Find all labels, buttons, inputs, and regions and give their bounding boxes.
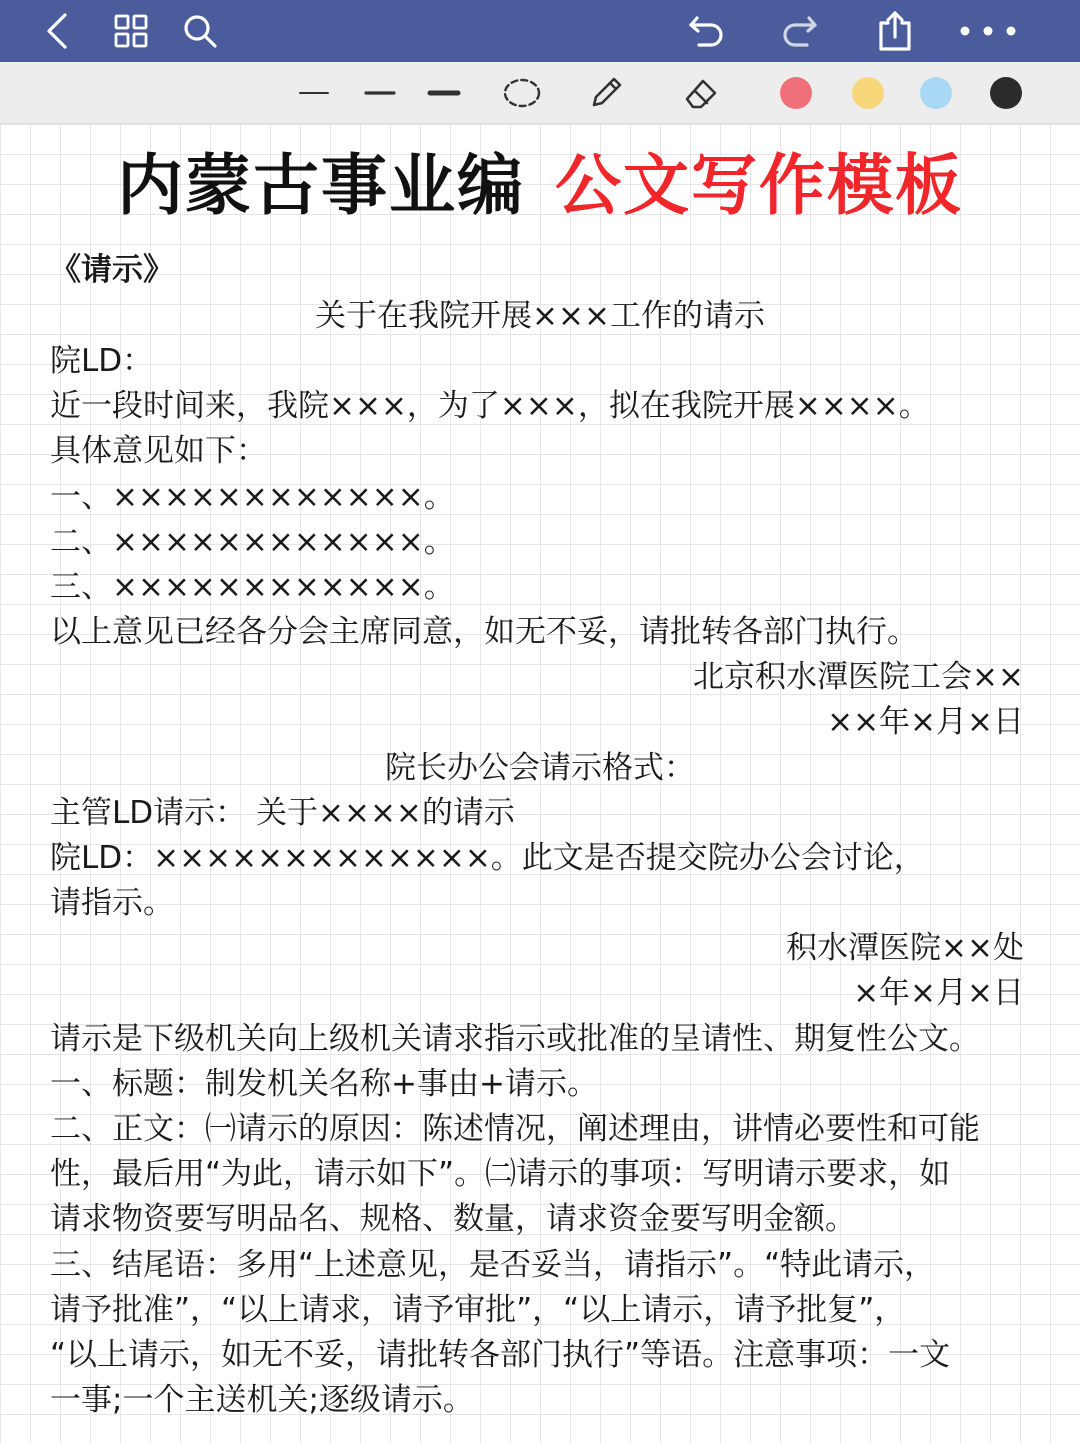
color-yellow-button[interactable]: [850, 62, 886, 124]
list-item: 一、××××××××××××。: [50, 479, 455, 515]
body-line: 请予批准”，“以上请求，请予审批”，“以上请示，请予批复”，: [50, 1292, 906, 1328]
headline-part-black: 内蒙古事业编: [117, 147, 525, 224]
salutation: 院LD：: [50, 343, 154, 379]
top-navigation-bar: [0, 0, 1080, 62]
document-headline: [0, 146, 1080, 226]
back-icon[interactable]: [36, 0, 80, 62]
body-line: 近一段时间来，我院×××，为了×××，拟在我院开展××××。: [50, 388, 930, 424]
format-title: 院长办公会请示格式：: [385, 750, 695, 786]
signature: 积水潭医院××处: [786, 930, 1024, 966]
body-line: 请求物资要写明品名、规格、数量，请求资金要写明金额。: [50, 1201, 856, 1237]
request-title: 关于在我院开展×××工作的请示: [315, 298, 765, 334]
body-line: “以上请示，如无不妥，请批转各部门执行”等语。注意事项：一文: [50, 1337, 951, 1373]
body-line: 具体意见如下：: [50, 433, 267, 469]
body-line: 性，最后用“为此，请示如下”。㈡请示的事项：写明请示要求，如: [50, 1156, 951, 1192]
body-line: 院LD：×××××××××××××。此文是否提交院办公会讨论，: [50, 840, 925, 876]
pencil-icon[interactable]: [584, 62, 628, 124]
body-line: 以上意见已经各分会主席同意，如无不妥，请批转各部门执行。: [50, 614, 918, 650]
list-item: 二、××××××××××××。: [50, 524, 455, 560]
body-line: 主管LD请示： 关于××××的请示: [50, 795, 515, 831]
share-icon[interactable]: [872, 0, 918, 62]
body-line: 二、正文：㈠请示的原因：陈述情况，阐述理由，讲情必要性和可能: [50, 1111, 980, 1147]
thin-stroke-icon[interactable]: [294, 62, 334, 124]
body-line: 请指示。: [50, 885, 174, 921]
headline-part-red: 公文写作模板: [555, 147, 963, 224]
color-blue-button[interactable]: [918, 62, 954, 124]
section-title: 《请示》: [50, 252, 174, 288]
redo-icon[interactable]: [776, 0, 822, 62]
body-line: 三、结尾语：多用“上述意见，是否妥当，请指示”。“特此请示，: [50, 1247, 936, 1283]
color-red-button[interactable]: [778, 62, 814, 124]
thick-stroke-icon[interactable]: [424, 62, 464, 124]
list-item: 三、××××××××××××。: [50, 569, 455, 605]
body-line: 请示是下级机关向上级机关请求指示或批准的呈请性、期复性公文。: [50, 1021, 980, 1057]
lasso-icon[interactable]: [500, 62, 544, 124]
drawing-toolbar: [0, 62, 1080, 124]
body-line: 一事;一个主送机关;逐级请示。: [50, 1382, 474, 1418]
eraser-icon[interactable]: [678, 62, 724, 124]
grid-icon[interactable]: [108, 0, 154, 62]
body-line: 一、标题：制发机关名称+事由+请示。: [50, 1066, 598, 1102]
search-icon[interactable]: [178, 0, 222, 62]
signature: 北京积水潭医院工会××: [693, 659, 1024, 695]
undo-icon[interactable]: [684, 0, 730, 62]
medium-stroke-icon[interactable]: [360, 62, 400, 124]
more-icon[interactable]: [948, 0, 1028, 62]
signature-date: ×年×月×日: [853, 975, 1024, 1011]
signature-date: ××年×月×日: [827, 704, 1024, 740]
color-black-button[interactable]: [988, 62, 1024, 124]
